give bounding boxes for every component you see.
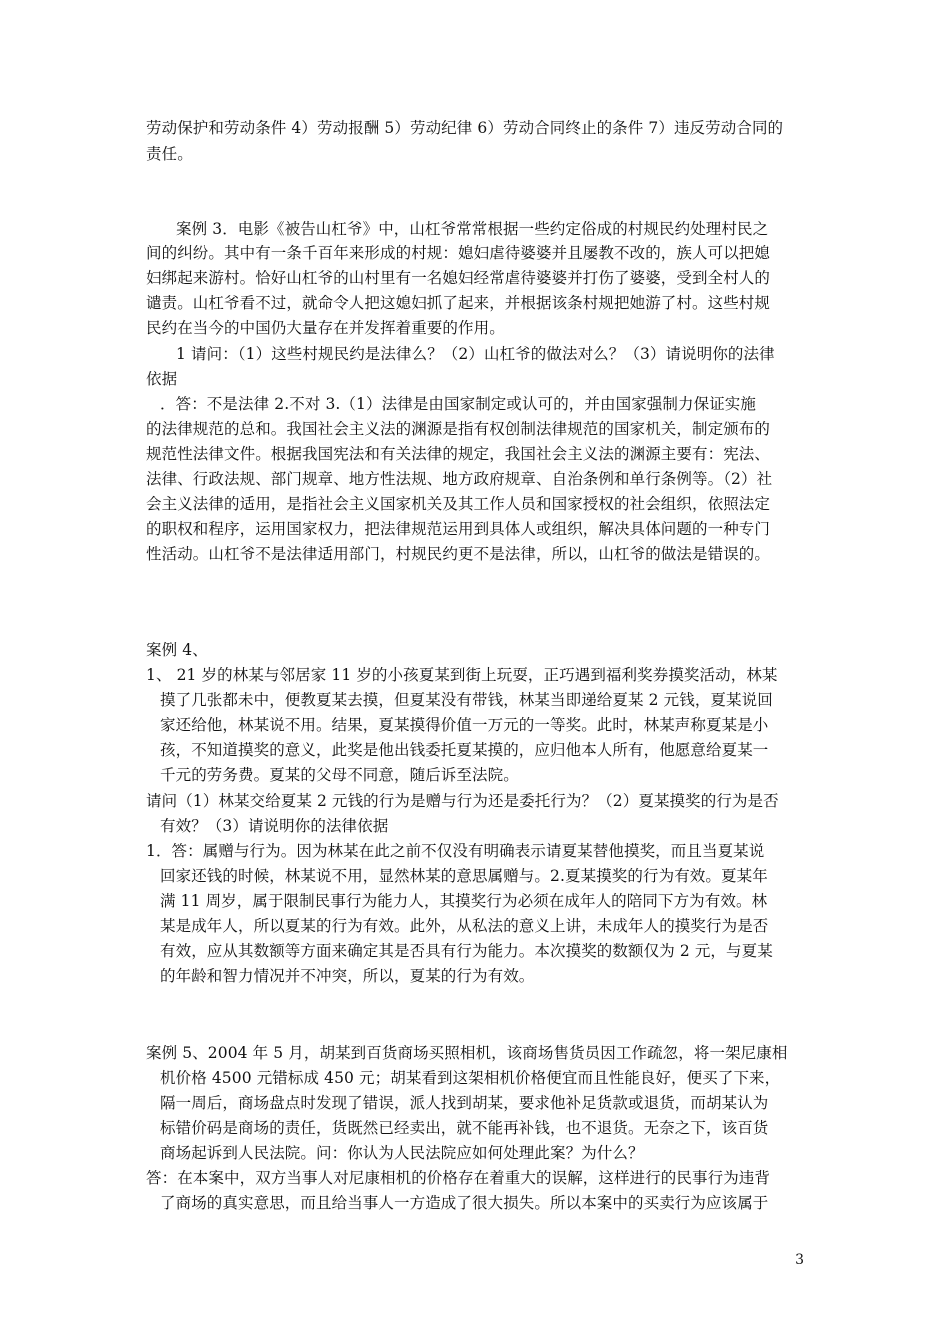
text-line: 隔一周后，商场盘点时发现了错误，派人找到胡某，要求他补足货款或退货，而胡某认为 bbox=[160, 1094, 769, 1112]
text-line: 的法律规范的总和。我国社会主义法的渊源是指有权创制法律规范的国家机关，制定颁布的 bbox=[146, 420, 771, 438]
text-line: 摸了几张都未中，便教夏某去摸，但夏某没有带钱，林某当即递给夏某 2 元钱，夏某说回 bbox=[160, 691, 773, 709]
case-4-answer-line: 1．答：属赠与行为。因为林某在此之前不仅没有明确表示请夏某替他摸奖，而且当夏某说 bbox=[146, 842, 765, 860]
text-line: 妇绑起来游村。恰好山杠爷的山村里有一名媳妇经常虐待婆婆并打伤了婆婆，受到全村人的 bbox=[146, 269, 771, 287]
text-line: 家还给他，林某说不用。结果，夏某摸得价值一万元的一等奖。此时，林某声称夏某是小 bbox=[160, 716, 769, 734]
text-line: 依据 bbox=[146, 370, 178, 388]
text-line: 孩，不知道摸奖的意义，此奖是他出钱委托夏某摸的，应归他本人所有，他愿意给夏某一 bbox=[160, 741, 769, 759]
text-line: 性活动。山杠爷不是法律适用部门，村规民约更不是法律，所以，山杠爷的做法是错误的。 bbox=[146, 545, 771, 563]
text-line: 回家还钱的时候，林某说不用，显然林某的意思属赠与。2.夏某摸奖的行为有效。夏某年 bbox=[160, 867, 768, 885]
case-4-question-line: 请问（1）林某交给夏某 2 元钱的行为是赠与行为还是委托行为？（2）夏某摸奖的行为是否 bbox=[146, 792, 779, 810]
text-line: 间的纠纷。其中有一条千百年来形成的村规：媳妇虐待婆婆并且屡教不改的，族人可以把媳 bbox=[146, 244, 771, 262]
text-line: 的职权和程序，运用国家权力，把法律规范运用到具体人或组织，解决具体问题的一种专门 bbox=[146, 520, 771, 538]
text-line: 劳动保护和劳动条件 4）劳动报酬 5）劳动纪律 6）劳动合同终止的条件 7）违反劳动合同的 bbox=[146, 119, 784, 137]
text-line: 会主义法律的适用，是指社会主义国家机关及其工作人员和国家授权的社会组织，依照法定 bbox=[146, 495, 771, 513]
text-line: 规范性法律文件。根据我国宪法和有关法律的规定，我国社会主义法的渊源主要有：宪法、 bbox=[146, 445, 771, 463]
text-line: 商场起诉到人民法院。问：你认为人民法院应如何处理此案？为什么？ bbox=[160, 1144, 644, 1162]
case-4-item-line: 1、 21 岁的林某与邻居家 11 岁的小孩夏某到街上玩耍，正巧遇到福利奖券摸奖活动，林某 bbox=[146, 666, 778, 684]
text-line: 法律、行政法规、部门规章、地方性法规、地方政府规章、自治条例和单行条例等。（2）社 bbox=[146, 470, 773, 488]
case-3-answer-line: ．答：不是法律 2.不对 3.（1）法律是由国家制定或认可的，并由国家强制力保证实施 bbox=[160, 395, 756, 413]
text-line: 标错价码是商场的责任，货既然已经卖出，就不能再补钱，也不退货。无奈之下，该百货 bbox=[160, 1119, 769, 1137]
text-line: 责任。 bbox=[146, 145, 193, 163]
case-4-heading: 案例 4、 bbox=[146, 641, 208, 659]
text-line: 有效？（3）请说明你的法律依据 bbox=[160, 817, 389, 835]
text-line: 谴责。山杠爷看不过，就命令人把这媳妇抓了起来，并根据该条村规把她游了村。这些村规 bbox=[146, 294, 771, 312]
text-line: 千元的劳务费。夏某的父母不同意，随后诉至法院。 bbox=[160, 766, 519, 784]
text-line: 的年龄和智力情况并不冲突，所以，夏某的行为有效。 bbox=[160, 967, 535, 985]
case-5-answer-line: 答：在本案中，双方当事人对尼康相机的价格存在着重大的误解，这样进行的民事行为违背 bbox=[146, 1169, 771, 1187]
text-line: 机价格 4500 元错标成 450 元；胡某看到这架相机价格便宜而且性能良好，便买了下来， bbox=[160, 1069, 781, 1087]
text-line: 满 11 周岁，属于限制民事行为能力人，其摸奖行为必须在成年人的陪同下方为有效。林 bbox=[160, 892, 768, 910]
case-5-heading-line: 案例 5、2004 年 5 月，胡某到百货商场买照相机，该商场售货员因工作疏忽，将一架尼康相 bbox=[146, 1044, 788, 1062]
case-3-heading-line: 案例 3．电影《被告山杠爷》中，山杠爷常常根据一些约定俗成的村规民约处理村民之 bbox=[176, 220, 769, 238]
case-3-question-line: 1 请问：（1）这些村规民约是法律么？（2）山杠爷的做法对么？（3）请说明你的法律 bbox=[176, 345, 775, 363]
text-line: 民约在当今的中国仍大量存在并发挥着重要的作用。 bbox=[146, 319, 505, 337]
page-number: 3 bbox=[795, 1252, 804, 1268]
text-line: 某是成年人，所以夏某的行为有效。此外，从私法的意义上讲，未成年人的摸奖行为是否 bbox=[160, 917, 769, 935]
text-line: 了商场的真实意思，而且给当事人一方造成了很大损失。所以本案中的买卖行为应该属于 bbox=[160, 1194, 769, 1212]
text-line: 有效，应从其数额等方面来确定其是否具有行为能力。本次摸奖的数额仅为 2 元，与夏某 bbox=[160, 942, 773, 960]
